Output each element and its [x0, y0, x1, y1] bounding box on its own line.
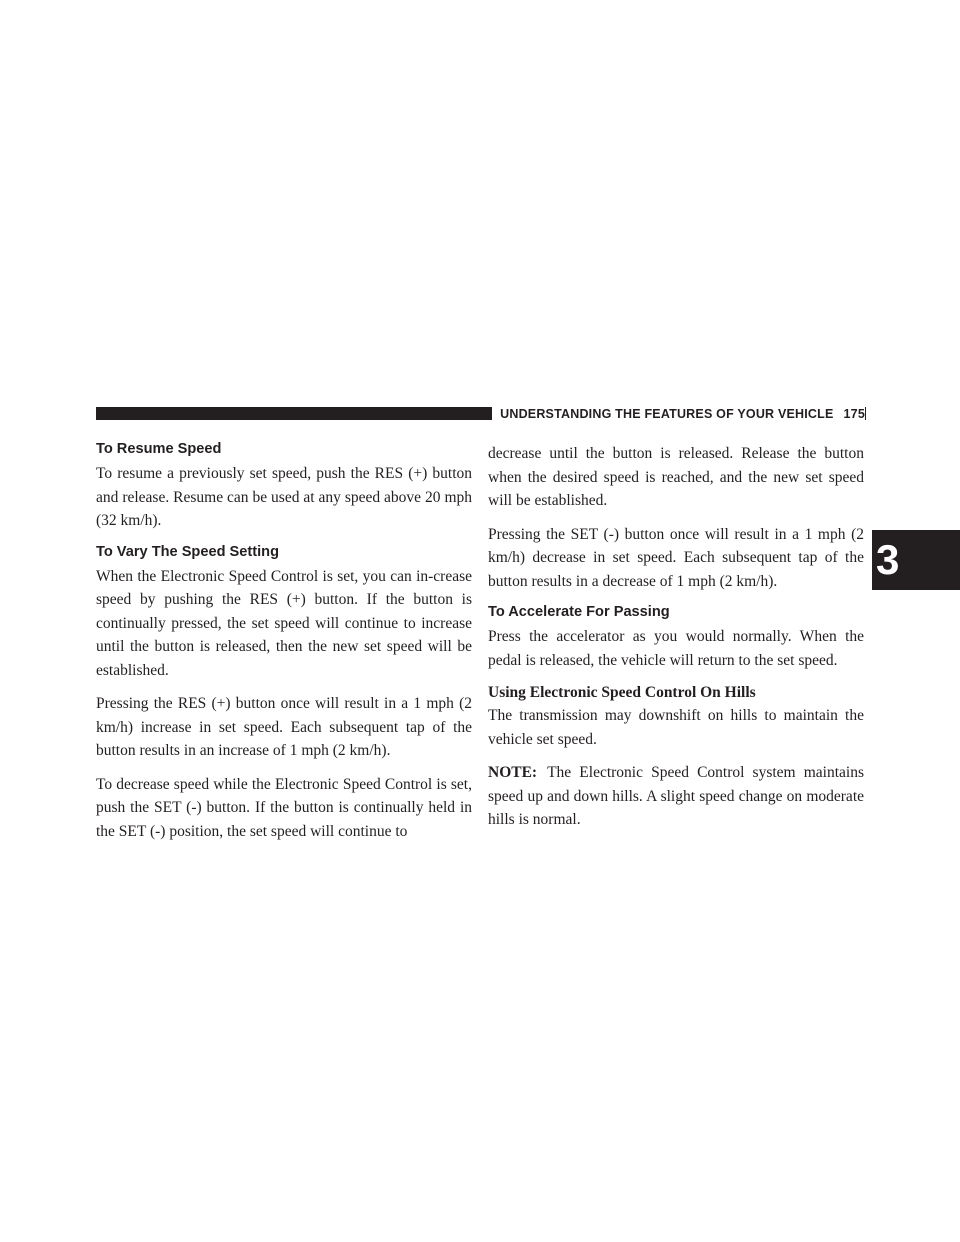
page-number: 175: [843, 407, 865, 421]
paragraph-set-tap: Pressing the SET (-) button once will result in a 1 mph (2 km/h) decrease in set speed. Each subsequent tap of the button results in a decrease of 1 mph (2 km/h).: [488, 525, 864, 590]
left-column: [96, 440, 472, 853]
note-paragraph: [488, 761, 864, 832]
paragraph-decrease-continued: decrease until the button is released. Release the button when the desired speed is reached, and the new set speed will be established.: [488, 445, 864, 509]
paragraph-hills: The transmission may downshift on hills to maintain the vehicle set speed.: [488, 707, 864, 748]
heading-vary-speed: To Vary The Speed Setting: [96, 543, 279, 560]
header-title: UNDERSTANDING THE FEATURES OF YOUR VEHICLE: [500, 407, 834, 421]
heading-resume-speed: To Resume Speed: [96, 441, 222, 457]
paragraph-vary-3: To decrease speed while the Electronic Speed Control is set, push the SET (-) button. If the button is continually held in the SET (-) position, the set speed will continue to: [96, 775, 472, 840]
heading-hills: Using Electronic Speed Control On Hills: [488, 684, 756, 701]
chapter-tab: 3: [872, 530, 960, 590]
paragraph-passing: Press the accelerator as you would normally. When the pedal is released, the vehicle will return to the set speed.: [488, 628, 864, 669]
paragraph-vary-2: Pressing the RES (+) button once will result in a 1 mph (2 km/h) increase in set speed. Each subsequent tap of the button results in an increase of 1 mph (2 km/h).: [96, 695, 472, 759]
paragraph-resume: To resume a previously set speed, push the RES (+) button and release. Resume can be used at any speed above 20 mph (32 km/h).: [96, 465, 472, 529]
note-label: NOTE:: [488, 764, 538, 781]
running-header: [492, 404, 865, 424]
heading-accelerate-passing: To Accelerate For Passing: [488, 604, 670, 620]
paragraph-vary-1: When the Electronic Speed Control is set, you can in-crease speed by pushing the RES (+) button. If the button is continually pressed, the set speed will continue to increase until the button is released, then the new set speed will be established.: [96, 567, 472, 679]
note-text: The Electronic Speed Control system maintains speed up and down hills. A slight speed change on moderate hills is normal.: [488, 764, 864, 828]
right-column: [488, 440, 864, 842]
